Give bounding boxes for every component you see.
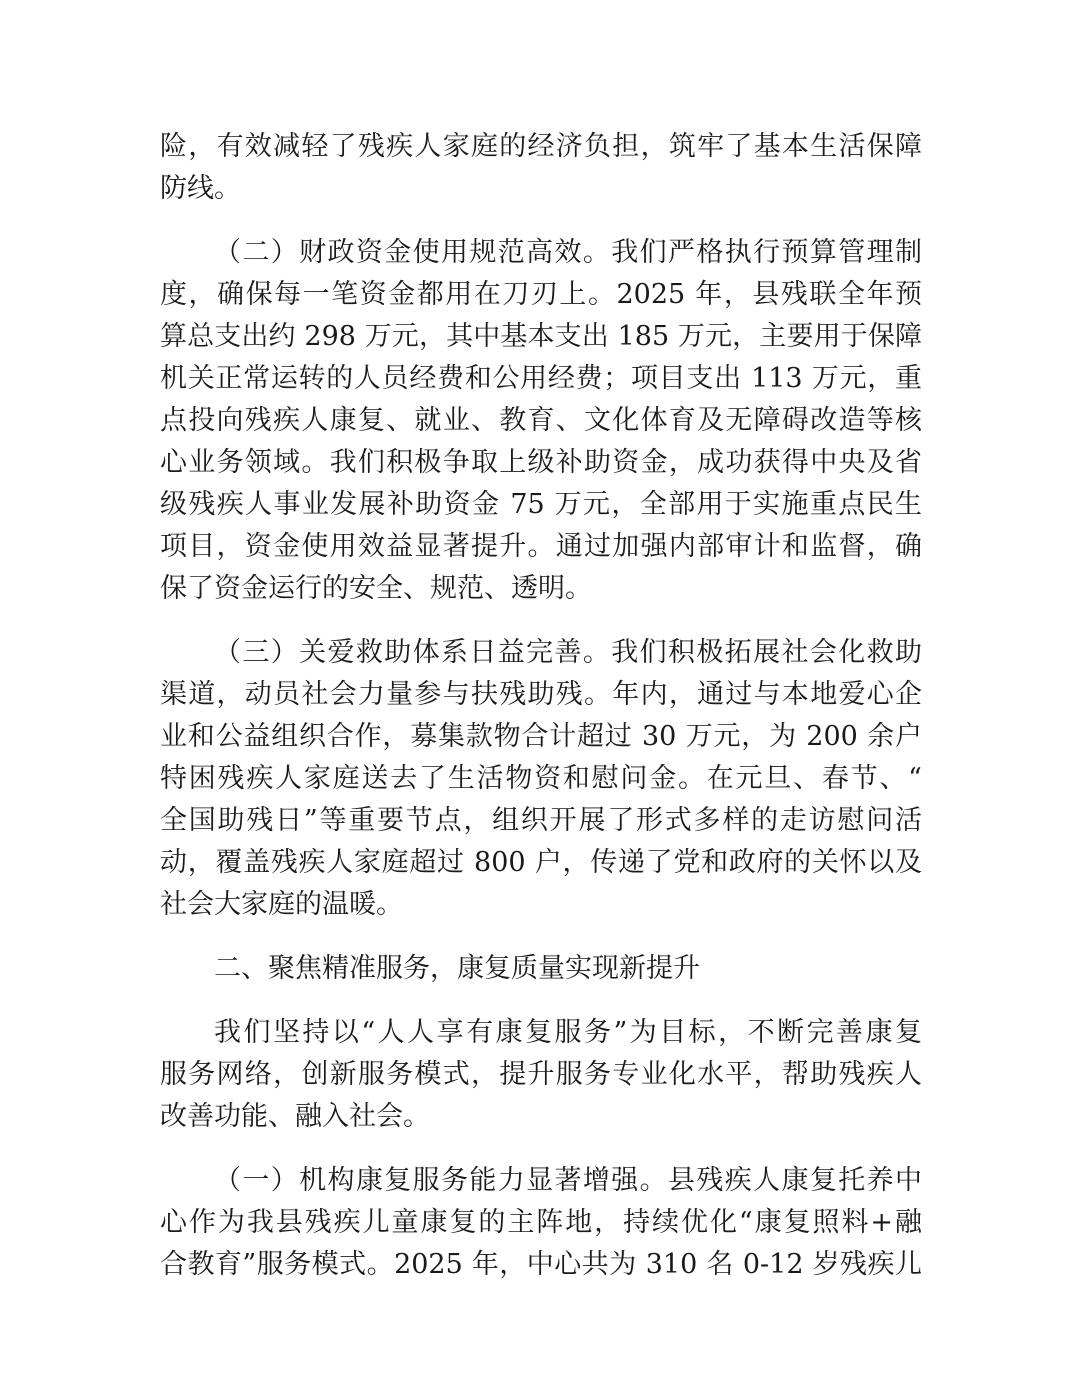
text-line: 心业务领域。我们积极争取上级补助资金，成功获得中央及省: [160, 447, 922, 478]
text-line: 保了资金运行的安全、规范、透明。: [160, 573, 592, 604]
text-line: 算总支出约 298 万元，其中基本支出 185 万元，主要用于保障: [160, 321, 922, 352]
text-line: （一）机构康复服务能力显著增强。县残疾人康复托养中: [214, 1165, 922, 1196]
text-line: 社会大家庭的温暖。: [160, 889, 403, 920]
text-line: 动，覆盖残疾人家庭超过 800 户，传递了党和政府的关怀以及: [160, 847, 922, 878]
text-line: （二）财政资金使用规范高效。我们严格执行预算管理制: [214, 237, 922, 268]
document-page: [160, 126, 922, 1308]
section-heading: 二、聚焦精准服务，康复质量实现新提升: [214, 953, 700, 984]
text-line: 级残疾人事业发展补助资金 75 万元，全部用于实施重点民生: [160, 489, 922, 520]
para-rehab-intro: [160, 1012, 922, 1138]
text-line: 度，确保每一笔资金都用在刀刃上。2025 年，县残联全年预: [160, 279, 922, 310]
text-line: 我们坚持以“人人享有康复服务”为目标，不断完善康复: [214, 1017, 922, 1048]
text-line: 渠道，动员社会力量参与扶残助残。年内，通过与本地爱心企: [160, 679, 922, 710]
para-finance: [160, 232, 922, 610]
text-line: 业和公益组织合作，募集款物合计超过 30 万元，为 200 余户: [160, 721, 922, 752]
para-basic-living: [160, 126, 922, 210]
para-care-system: [160, 632, 922, 926]
text-line: 合教育”服务模式。2025 年，中心共为 310 名 0-12 岁残疾儿: [160, 1249, 922, 1280]
text-line: 机关正常运转的人员经费和公用经费；项目支出 113 万元，重: [160, 363, 922, 394]
text-line: 特困残疾人家庭送去了生活物资和慰问金。在元旦、春节、“: [160, 763, 922, 794]
text-line: 险，有效减轻了残疾人家庭的经济负担，筑牢了基本生活保障: [160, 131, 922, 162]
text-line: 防线。: [160, 173, 241, 204]
text-line: 点投向残疾人康复、就业、教育、文化体育及无障碍改造等核: [160, 405, 922, 436]
text-line: 服务网络，创新服务模式，提升服务专业化水平，帮助残疾人: [160, 1059, 922, 1090]
text-line: （三）关爱救助体系日益完善。我们积极拓展社会化救助: [214, 637, 922, 668]
section-heading-rehab: [160, 948, 922, 990]
text-line: 全国助残日”等重要节点，组织开展了形式多样的走访慰问活: [160, 805, 922, 836]
para-institution-rehab: [160, 1160, 922, 1286]
text-line: 改善功能、融入社会。: [160, 1101, 430, 1132]
text-line: 心作为我县残疾儿童康复的主阵地，持续优化“康复照料+融: [160, 1207, 922, 1238]
text-line: 项目，资金使用效益显著提升。通过加强内部审计和监督，确: [160, 531, 922, 562]
